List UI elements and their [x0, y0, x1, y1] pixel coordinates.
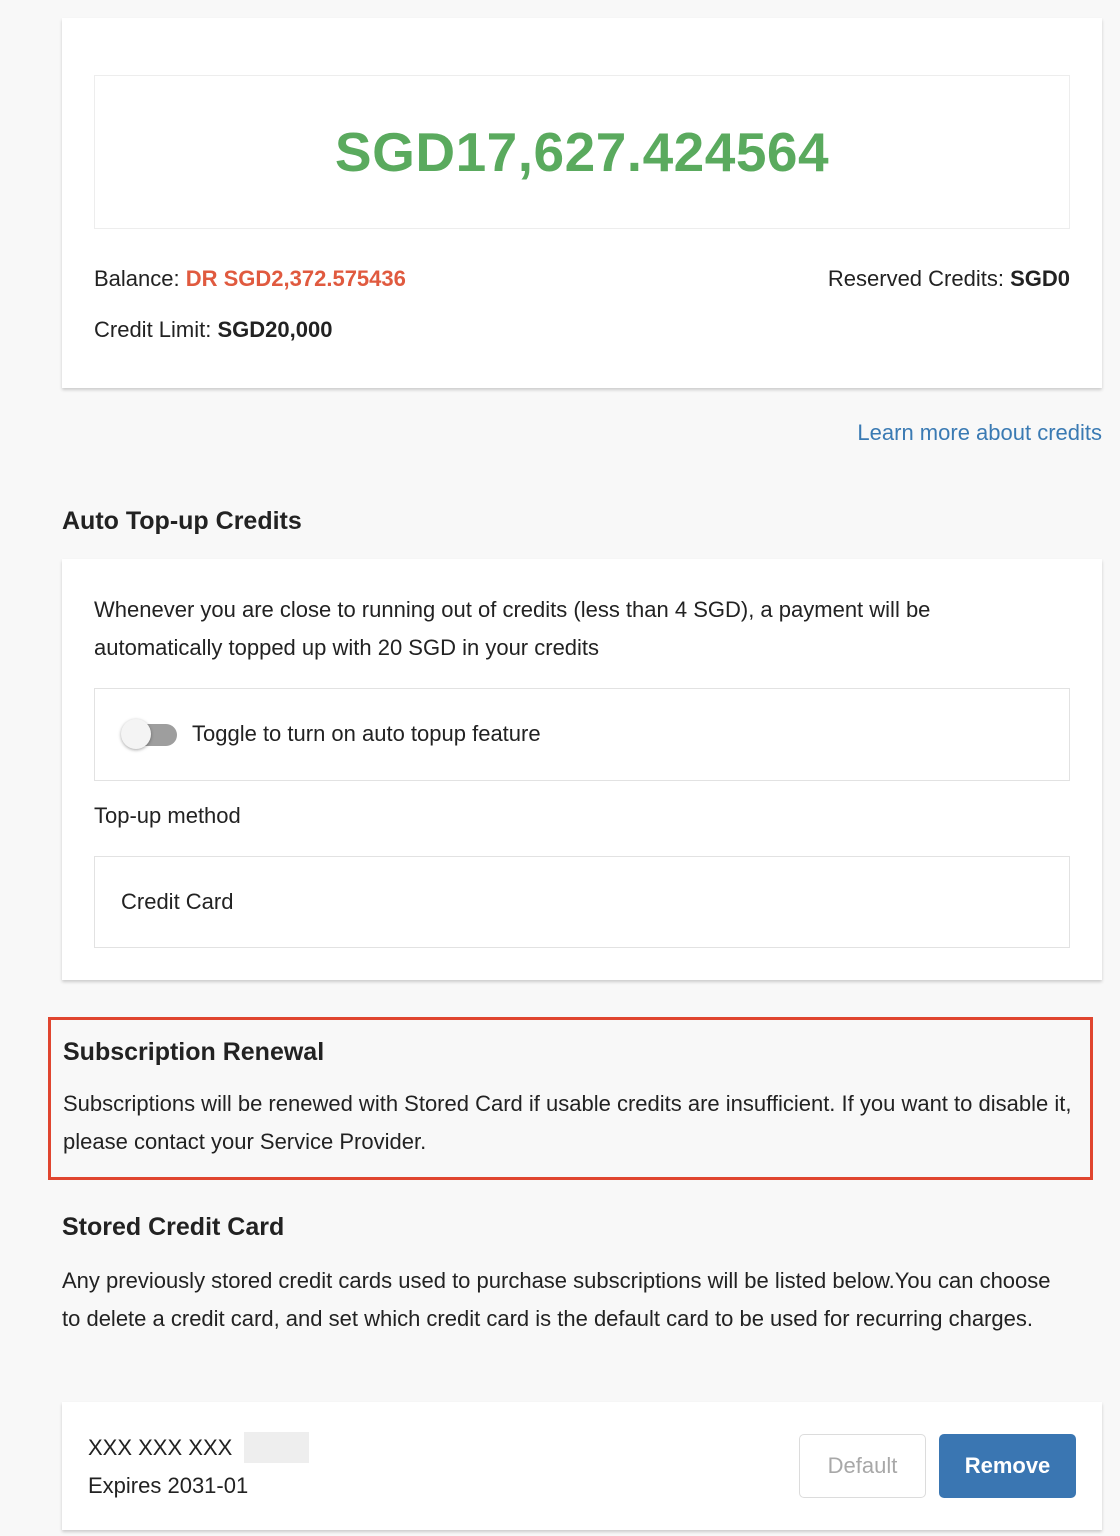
- card-number: XXX XXX XXX: [88, 1435, 233, 1460]
- auto-topup-title: Auto Top-up Credits: [62, 507, 302, 535]
- reserved-credits-label: Reserved Credits:: [827, 266, 1011, 291]
- card-expiry: Expires 2031-01: [88, 1473, 249, 1498]
- credit-limit-value: SGD20,000: [217, 317, 333, 342]
- auto-topup-toggle-label: Toggle to turn on auto topup feature: [192, 721, 541, 746]
- reserved-credits-value: SGD0: [1010, 266, 1070, 291]
- auto-topup-description: Whenever you are close to running out of credits (less than 4 SGD), a payment will be automatically topped up with 20 SGD in your credits: [94, 597, 931, 660]
- auto-topup-toggle[interactable]: [121, 723, 177, 747]
- remove-card-button[interactable]: Remove: [939, 1434, 1076, 1498]
- topup-method-value: Credit Card: [121, 889, 234, 914]
- topup-method-select[interactable]: [94, 856, 1070, 948]
- auto-topup-card: [62, 559, 1102, 980]
- stored-credit-card-description: Any previously stored credit cards used to purchase subscriptions will be listed below.You can choose to delete a credit card, and set which credit card is the default card to be used for recurring charges.: [62, 1268, 1051, 1331]
- credits-summary-card: [62, 18, 1102, 388]
- subscription-renewal-title: Subscription Renewal: [63, 1038, 325, 1066]
- auto-topup-toggle-box: [94, 688, 1070, 781]
- credit-limit-line: [94, 317, 332, 343]
- learn-more-credits-link[interactable]: Learn more about credits: [857, 420, 1102, 445]
- balance-value: DR SGD2,372.575436: [185, 266, 406, 291]
- balance-label: Balance:: [94, 266, 186, 291]
- stored-credit-card-title: Stored Credit Card: [62, 1213, 285, 1241]
- toggle-knob: [121, 719, 151, 749]
- subscription-renewal-section: [48, 1017, 1093, 1180]
- set-default-card-button[interactable]: Default: [799, 1434, 926, 1498]
- topup-method-label: Top-up method: [94, 803, 241, 828]
- reserved-credits-line: [828, 266, 1070, 292]
- total-credits-amount: SGD17,627.424564: [334, 121, 830, 183]
- balance-line: [94, 266, 406, 292]
- total-credits-box: [94, 75, 1070, 229]
- subscription-renewal-text: Subscriptions will be renewed with Stored Card if usable credits are insufficient. If you want to disable it, please contact your Service Provider.: [63, 1091, 1072, 1154]
- stored-card-row: [62, 1402, 1102, 1530]
- card-number-mask: [244, 1432, 309, 1463]
- credit-limit-label: Credit Limit:: [94, 317, 218, 342]
